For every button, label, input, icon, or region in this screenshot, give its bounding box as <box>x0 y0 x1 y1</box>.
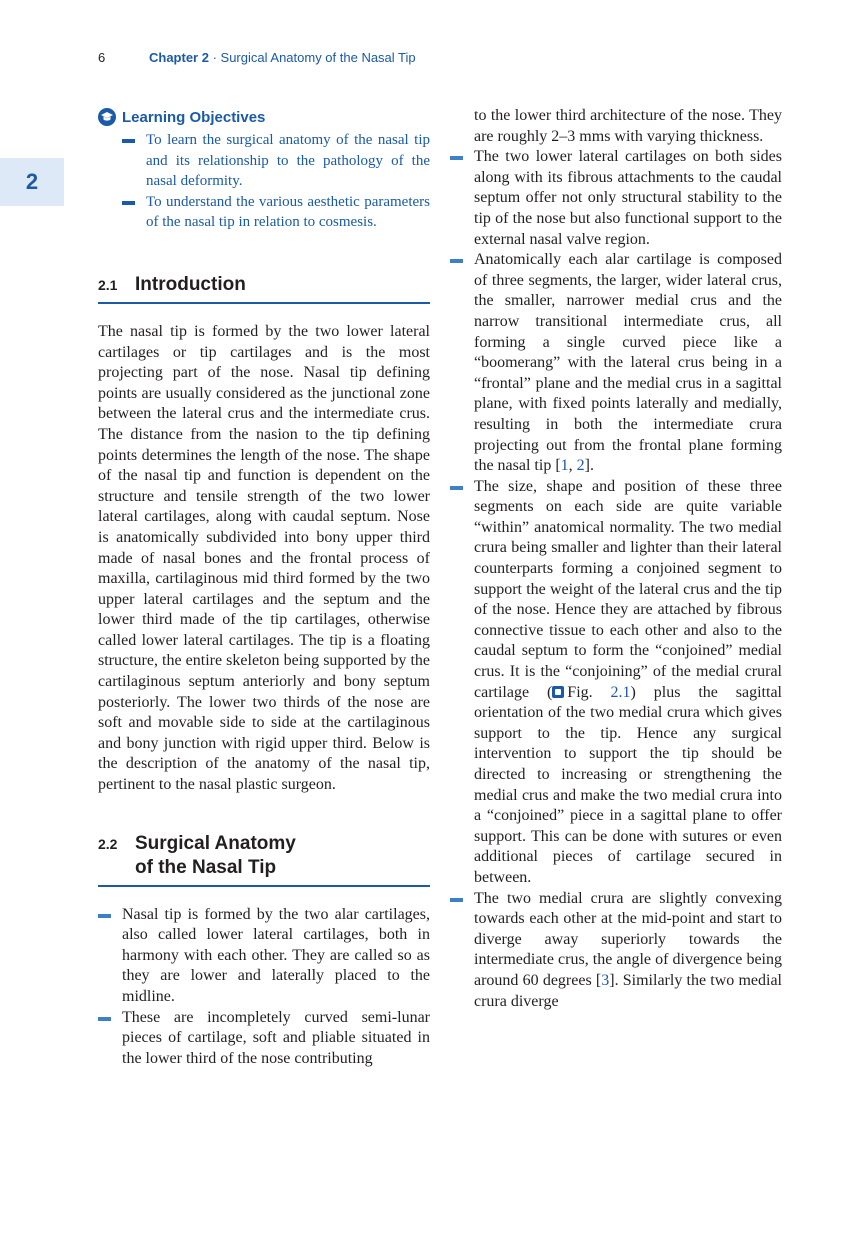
right-column <box>450 106 782 1012</box>
running-header <box>98 50 416 65</box>
introduction-paragraph: The nasal tip is formed by the two lower lateral cartilages or tip cartilages and is the most projecting part of the nose. Nasal tip defining points are usually considered as the junctional zone between the lateral crus and the intermediate crus. The distance from the nasion to the tip defining points determines the length of the nose. The shape of the nasal tip and function is dependent on the structure and tensile strength of the two lower lateral cartilages, along with caudal septum. Nose is anatomically subdivided into bony upper third made of nasal bones and the frontal process of maxilla, cartilaginous mid third formed by the two upper lateral cartilages and the septum and the lower third made of the tip cartilages, otherwise called lower lateral cartilages. The tip is a floating structure, the entire skeleton being supported by the cartilaginous septum anteriorly and bony septum posteriorly. The lower two thirds of the nose are soft and movable side to side at the cartilaginous and bony junction with rigid upper third. Below is the description of the anatomy of the nasal tip, pertinent to the nasal plastic surgeon. <box>98 322 430 794</box>
chapter-title: Surgical Anatomy of the Nasal Tip <box>220 50 416 65</box>
section-title: Introduction <box>135 273 246 295</box>
list-item: Nasal tip is formed by the two alar cartilages, also called lower lateral cartilages, both in harmony with each other. They are called so as they are lower and laterally placed to the midline. <box>98 905 430 1008</box>
bullet-text: The two medial crura are slightly convexing towards each other at the mid-point and start to diverge away superiorly towards the intermediate crus, the angle of divergence being around 60 degrees [ <box>474 889 782 989</box>
learning-objectives-title: Learning Objectives <box>122 108 266 126</box>
section-heading-introduction <box>98 273 430 304</box>
bullet-text: The size, shape and position of these three segments on each side are quite variable “within” anatomical normality. The two medial crura being smaller and lighter than their lateral counterparts forming a conjoined segment to support the weight of the lateral crus and the tip of the nose. Hence they are attached by fibrous connective tissue to each other and also to the caudal septum to form the “conjoined” medial crus. It is the “conjoining” of the medial crural cartilage ( <box>474 477 782 701</box>
section-title-line-1: Surgical Anatomy <box>135 832 296 854</box>
bullet-text-end: ]. Similarly the two medial crura diverge <box>474 971 783 1010</box>
citation-link[interactable]: 3 <box>601 971 610 989</box>
figure-icon <box>552 686 564 698</box>
anatomy-bullet-list-right <box>450 106 782 1012</box>
bullet-text-end: ]. <box>584 457 594 475</box>
citation-link[interactable]: 1 <box>560 457 569 475</box>
page-number: 6 <box>98 50 106 65</box>
list-item <box>450 250 782 477</box>
citation-link[interactable]: 2 <box>576 457 585 475</box>
citation-separator: , <box>568 457 577 475</box>
list-item: These are incompletely curved semi-lunar pieces of cartilage, soft and pliable situated in the lower third of the nose contributing <box>98 1008 430 1070</box>
learning-objectives-box <box>98 106 430 233</box>
section-number: 2.2 <box>98 835 118 852</box>
list-item-continuation: to the lower third architecture of the nose. They are roughly 2–3 mms with varying thickness. <box>474 107 782 145</box>
chapter-tab: 2 <box>0 158 64 206</box>
chapter-label: Chapter 2 <box>149 50 209 65</box>
bullet-text: Anatomically each alar cartilage is composed of three segments, the larger, wider lateral crus, the smaller, narrower medial crus and the narrow transitional intermediate crus, all forming a single curved piece like a “boomerang” with the lateral crus being in a “frontal” plane and the medial crus in a sagittal plane, with fixed points laterally and medially, resulting in both the intermediate crura projecting out from the frontal plane forming the nasal tip [ <box>474 251 782 475</box>
header-separator: · <box>208 50 221 65</box>
list-item <box>450 889 782 1013</box>
bullet-text: ) plus the sagittal orientation of the two medial crura which gives support to the tip. Hence any surgical intervention to support the tip should be directed to increasing or strengthening the medial crus and make the two medial crura into a “conjoined” piece in a sagittal plane to offer support. This can be done with sutures or even additional pieces of cartilage secured in between. <box>474 683 782 886</box>
figure-label: Fig. <box>567 683 593 701</box>
objective-item: To understand the various aesthetic parameters of the nasal tip in relation to cosmesis. <box>122 192 430 233</box>
objective-item: To learn the surgical anatomy of the nasal tip and its relationship to the pathology of the nasal deformity. <box>122 130 430 192</box>
learning-objectives-heading <box>98 106 430 128</box>
section-heading-surgical-anatomy <box>98 832 430 887</box>
anatomy-bullet-list-left <box>98 905 430 1070</box>
graduation-cap-icon <box>98 108 116 126</box>
figure-link[interactable]: 2.1 <box>610 683 631 701</box>
list-item: The two lower lateral cartilages on both sides along with its fibrous attachments to the caudal septum offer not only structural stability to the tip of the nose but also functional support to the external nasal valve region. <box>450 147 782 250</box>
learning-objectives-list <box>98 130 430 233</box>
list-item <box>450 477 782 889</box>
section-title-line-2: of the Nasal Tip <box>135 856 277 878</box>
left-column <box>98 106 430 1069</box>
section-number: 2.1 <box>98 276 118 293</box>
